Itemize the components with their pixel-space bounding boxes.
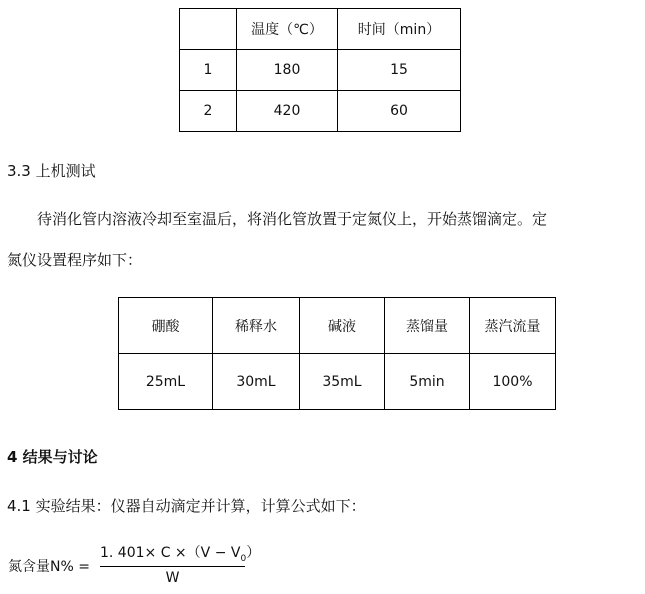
table-cell: 30mL (213, 354, 300, 410)
table-cell: 2 (180, 91, 237, 132)
table-cell: 5min (385, 354, 470, 410)
table-header-cell: 硼酸 (119, 298, 213, 354)
table-header-row (119, 298, 556, 354)
table-row (180, 50, 461, 91)
table-cell: 1 (180, 50, 237, 91)
table-header-cell: 蒸汽流量 (470, 298, 556, 354)
table-header-cell: 温度（℃） (237, 9, 338, 50)
numerator-subscript: 0 (240, 553, 247, 564)
formula-numerator (100, 543, 261, 564)
table-header-cell (180, 9, 237, 50)
table-header-cell: 稀释水 (213, 298, 300, 354)
table-cell: 60 (338, 91, 461, 132)
section-heading-4-1: 4.1 实验结果：仪器自动滴定并计算，计算公式如下： (7, 497, 366, 515)
table-header-cell: 时间（min） (338, 9, 461, 50)
numerator-main: 1. 401× C ×（V − V (100, 545, 241, 561)
distillation-settings-table (118, 297, 556, 410)
table-cell: 180 (237, 50, 338, 91)
table-cell: 35mL (300, 354, 385, 410)
heating-program-table (179, 8, 461, 132)
formula-denominator: W (165, 570, 180, 586)
table-header-cell: 碱液 (300, 298, 385, 354)
table-row (180, 91, 461, 132)
table-row (119, 354, 556, 410)
formula-fraction (100, 543, 261, 587)
fraction-bar (100, 566, 245, 567)
table-cell: 100% (470, 354, 556, 410)
table-header-row (180, 9, 461, 50)
section-heading-3-3: 3.3 上机测试 (7, 162, 96, 180)
table-cell: 25mL (119, 354, 213, 410)
table-cell: 15 (338, 50, 461, 91)
table-header-cell: 蒸馏量 (385, 298, 470, 354)
table-cell: 420 (237, 91, 338, 132)
paragraph-line: 氮仪设置程序如下： (7, 251, 143, 269)
numerator-end: ） (246, 545, 261, 561)
formula-lhs: 氮含量N% = (8, 559, 90, 575)
paragraph-line: 待消化管内溶液冷却至室温后，将消化管放置于定氮仪上，开始蒸馏滴定。定 (7, 210, 548, 228)
section-heading-4: 4 结果与讨论 (7, 448, 98, 466)
